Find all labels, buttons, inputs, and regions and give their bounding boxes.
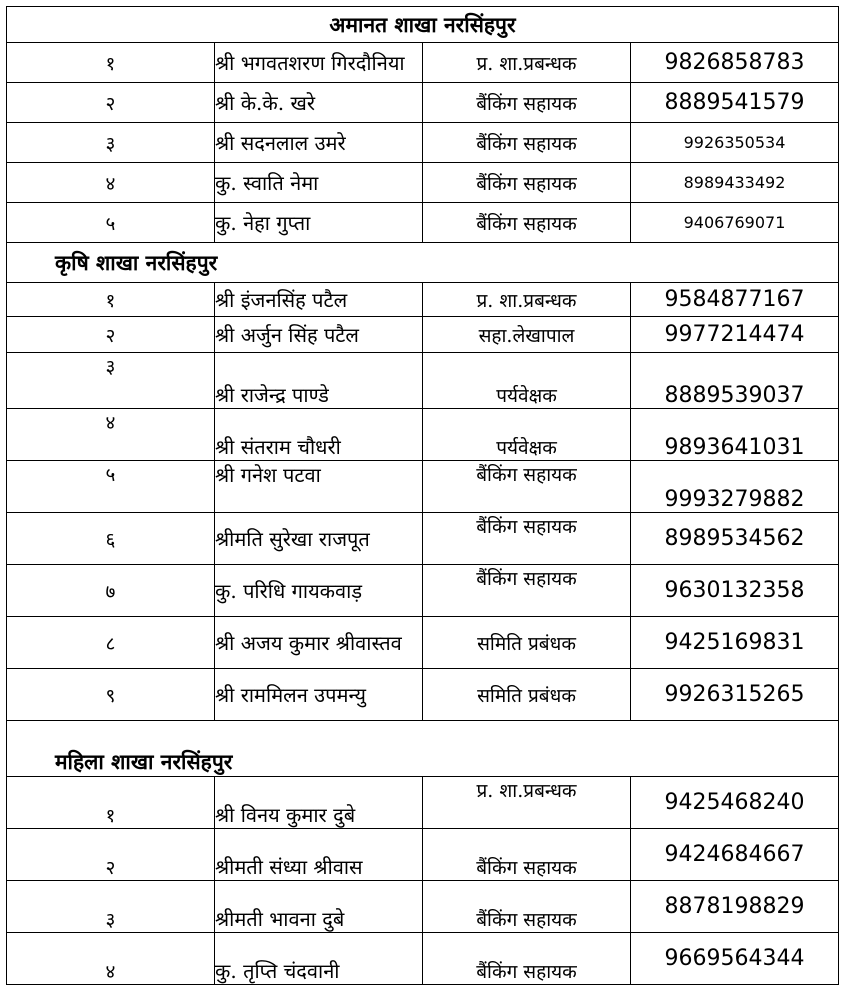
phone-number: 9977214474 (631, 317, 839, 353)
serial-number: ६ (7, 513, 215, 565)
phone-number: 9669564344 (631, 933, 839, 985)
designation: सहा.लेखापाल (423, 317, 631, 353)
section-title: अमानत शाखा नरसिंहपुर (7, 7, 839, 43)
phone-number: 8878198829 (631, 881, 839, 933)
staff-name: श्रीमती भावना दुबे (215, 881, 423, 933)
table-row (7, 409, 839, 461)
staff-name: श्री संतराम चौधरी (215, 409, 423, 461)
staff-name: श्री के.के. खरे (215, 83, 423, 123)
phone-number: 9993279882 (631, 461, 839, 513)
designation: बैंकिंग सहायक (423, 123, 631, 163)
designation: बैंकिंग सहायक (423, 565, 631, 617)
section-title: कृषि शाखा नरसिंहपुर (7, 243, 839, 283)
serial-number: २ (7, 829, 215, 881)
phone-number: 9425468240 (631, 777, 839, 829)
serial-number: ८ (7, 617, 215, 669)
staff-name: श्री भगवतशरण गिरदौनिया (215, 43, 423, 83)
staff-name: कु. नेहा गुप्ता (215, 203, 423, 243)
section-header-row (7, 243, 839, 283)
table-row (7, 881, 839, 933)
table-row (7, 83, 839, 123)
staff-name: श्री राजेन्द्र पाण्डे (215, 353, 423, 409)
serial-number: ४ (7, 933, 215, 985)
table-row (7, 669, 839, 721)
designation: प्र. शा.प्रबन्धक (423, 283, 631, 317)
designation: बैंकिंग सहायक (423, 513, 631, 565)
table-row (7, 163, 839, 203)
serial-number: ९ (7, 669, 215, 721)
staff-name: श्री अजय कुमार श्रीवास्तव (215, 617, 423, 669)
serial-number: ५ (7, 203, 215, 243)
designation: बैंकिंग सहायक (423, 829, 631, 881)
table-row (7, 283, 839, 317)
phone-number: 8889539037 (631, 353, 839, 409)
phone-number: 8989433492 (631, 163, 839, 203)
serial-number: २ (7, 317, 215, 353)
phone-number: 9630132358 (631, 565, 839, 617)
staff-name: श्री गनेश पटवा (215, 461, 423, 513)
designation: बैंकिंग सहायक (423, 163, 631, 203)
table-row (7, 461, 839, 513)
phone-number: 9826858783 (631, 43, 839, 83)
serial-number: ३ (7, 353, 215, 409)
serial-number: ३ (7, 123, 215, 163)
serial-number: ४ (7, 163, 215, 203)
designation: समिति प्रबंधक (423, 669, 631, 721)
serial-number: ७ (7, 565, 215, 617)
staff-name: श्री राममिलन उपमन्यु (215, 669, 423, 721)
table-row (7, 123, 839, 163)
serial-number: ४ (7, 409, 215, 461)
staff-name: श्रीमती संध्या श्रीवास (215, 829, 423, 881)
phone-number: 9425169831 (631, 617, 839, 669)
section-header-row (7, 7, 839, 43)
phone-number: 9926350534 (631, 123, 839, 163)
staff-name: कु. परिधि गायकवाड़ (215, 565, 423, 617)
designation: पर्यवेक्षक (423, 353, 631, 409)
table-row (7, 829, 839, 881)
section-title: महिला शाखा नरसिंहपुर (7, 721, 839, 777)
designation: बैंकिंग सहायक (423, 881, 631, 933)
designation: पर्यवेक्षक (423, 409, 631, 461)
serial-number: १ (7, 777, 215, 829)
phone-number: 9584877167 (631, 283, 839, 317)
staff-name: श्री सदनलाल उमरे (215, 123, 423, 163)
table-row (7, 203, 839, 243)
designation: बैंकिंग सहायक (423, 83, 631, 123)
designation: बैंकिंग सहायक (423, 933, 631, 985)
staff-name: श्री विनय कुमार दुबे (215, 777, 423, 829)
table-row (7, 617, 839, 669)
serial-number: ५ (7, 461, 215, 513)
staff-contact-table (6, 6, 839, 985)
phone-number: 8889541579 (631, 83, 839, 123)
table-row (7, 513, 839, 565)
serial-number: २ (7, 83, 215, 123)
designation: बैंकिंग सहायक (423, 461, 631, 513)
phone-number: 9424684667 (631, 829, 839, 881)
phone-number: 8989534562 (631, 513, 839, 565)
serial-number: १ (7, 43, 215, 83)
designation: प्र. शा.प्रबन्धक (423, 777, 631, 829)
table-row (7, 43, 839, 83)
designation: बैंकिंग सहायक (423, 203, 631, 243)
table-row (7, 777, 839, 829)
staff-name: कु. स्वाति नेमा (215, 163, 423, 203)
table-row (7, 353, 839, 409)
staff-name: श्री इंजनसिंह पटैल (215, 283, 423, 317)
staff-name: श्री अर्जुन सिंह पटैल (215, 317, 423, 353)
designation: समिति प्रबंधक (423, 617, 631, 669)
table-row (7, 317, 839, 353)
phone-number: 9406769071 (631, 203, 839, 243)
serial-number: ३ (7, 881, 215, 933)
phone-number: 9926315265 (631, 669, 839, 721)
staff-name: कु. तृप्ति चंदवानी (215, 933, 423, 985)
serial-number: १ (7, 283, 215, 317)
staff-name: श्रीमति सुरेखा राजपूत (215, 513, 423, 565)
table-row (7, 565, 839, 617)
phone-number: 9893641031 (631, 409, 839, 461)
section-header-row (7, 721, 839, 777)
table-row (7, 933, 839, 985)
designation: प्र. शा.प्रबन्धक (423, 43, 631, 83)
